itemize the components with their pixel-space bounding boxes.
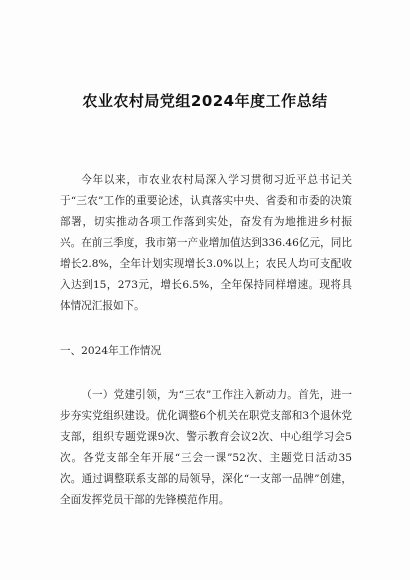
section-paragraph: （一）党建引领，为“三农”工作注入新动力。首先，进一步夯实党组织建设。优化调整6个机关在职党支部和3个退休党支部，组织专题党课9次、警示教育会议2次、中心组学习会5次。各党支部全年开展“三会一课”52次、主题党日活动35次。通过调整联系支部的局领导，深化“一支部一品牌”创建，全面发挥党员干部的先锋模范作用。	[60, 389, 352, 506]
document-title: 农业农村局党组2024年度工作总结	[82, 92, 328, 110]
intro-paragraph: 今年以来，市农业农村局深入学习贯彻习近平总书记关于“三农”工作的重要论述，认真落实中央、省委和市委的决策部署，切实推动各项工作落到实处，奋发有为地推进乡村振兴。在前三季度，我市第一产业增加值达到336.46亿元，同比增长2.8%，全年计划实现增长3.0%以上；农民人均可支配收入达到15，273元，增长6.5%，全年保持同样增速。现将具体情况汇报如下。	[60, 174, 352, 312]
section-heading: 一、2024年工作情况	[60, 345, 162, 357]
